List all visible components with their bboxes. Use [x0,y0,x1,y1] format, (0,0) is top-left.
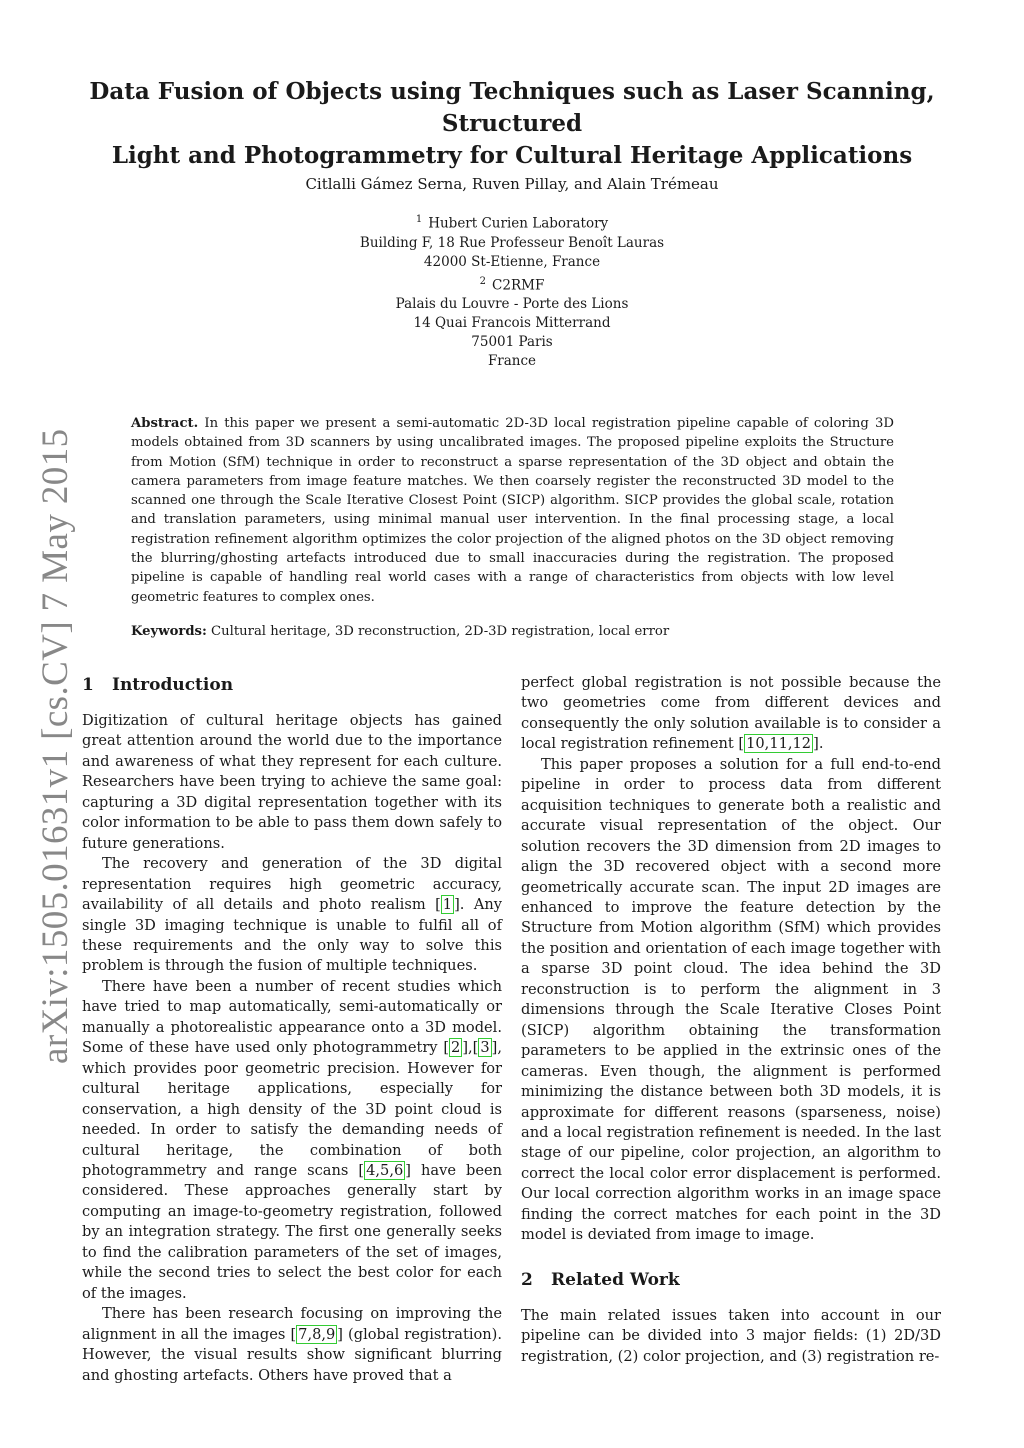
left-column [82,673,502,1386]
affiliation-text: Hubert Curien Laboratory [428,215,609,232]
arxiv-identifier-stamp: arXiv:1505.01631v1 [cs.CV] 7 May 2015 [35,428,76,1064]
title-line-1: Data Fusion of Objects using Techniques such as Laser Scanning, Structured [89,78,935,137]
citation-link[interactable]: 1 [442,896,453,914]
abstract [131,414,894,607]
section-heading-related-work [521,1268,941,1292]
affiliation-line [200,210,824,234]
affiliation-text: 75001 Paris [471,334,553,350]
paragraph: There has been research focusing on improving the alignment in all the images [ 7,8,9 ] (global registration). However, the visual results show significant blurring and ghosting artefacts. Others have proved that a [82,1305,503,1384]
paragraph: The main related issues taken into account in our pipeline can be divided into 3 major fields: (1) 2D/3D registration, (2) color projection, and (3) registration re- [521,1306,941,1365]
abstract-label: Abstract. [131,416,199,431]
affiliation-text: France [487,353,537,369]
affiliation-line [200,234,824,253]
affiliation-line [200,352,824,371]
affiliation-line [200,295,824,314]
affiliation-text: Palais du Louvre - Porte des Lions [395,296,629,312]
right-column [521,673,941,1367]
affiliation-text: C2RMF [492,277,545,293]
section-number: 1 [82,675,94,695]
affiliation-text: Building F, 18 Rue Professeur Benoît Lauras [359,234,665,251]
affiliation-text: 14 Quai Francois Mitterrand [413,315,611,331]
citation-link[interactable]: 10,11,12 [746,735,812,753]
section-heading-introduction [82,673,502,697]
paragraph: This paper proposes a solution for a full end-to-end pipeline in order to process data from different acquisition techniques to generate both a realistic and accurate visual representation of the object. Our solution recovers the 3D dimension from 2D images to align the 3D recovered object with a second more geometrically accurate scan. The input 2D images are enhanced to improve the feature detection by the Structure from Motion algorithm (SfM) which provides the position and orientation of each image together with a sparse 3D point cloud. The idea behind the 3D reconstruction is to perform the alignment in 3 dimensions through the Scale Iterative Closes Point (SICP) algorithm obtaining the transformation parameters to be applied in the extrinsic ones of the cameras. Even though, the alignment is performed minimizing the distance between both 3D models, it is approximate for different reasons (sparseness, noise) and a local registration refinement is needed. In the last stage of our pipeline, color projection, an algorithm to correct the local color error displacement is performed. Our local correction algorithm works in an image space finding the correct matches for each point in the 3D model is deviated from image to image. [521,755,941,1244]
authors: Citlalli Gámez Serna, Ruven Pillay, and Alain Trémeau [305,175,719,193]
keywords-label: Keywords: [131,624,207,639]
citation-link[interactable]: 4,5,6 [366,1161,404,1179]
section-number: 2 [521,1269,533,1290]
affiliation-line [200,314,824,333]
affiliation-marker: 1 [415,214,423,225]
affiliations [200,210,824,371]
affiliation-marker: 2 [479,275,487,287]
paragraph: Digitization of cultural heritage objects has gained great attention around the world due to the importance and awareness of what they represent for each culture. Researchers have been trying to achieve the same goal: capturing a 3D digital representation together with its color information to be able to pass them down safely to future generations. [82,712,502,852]
affiliation-line [200,333,824,352]
title-line-2: Light and Photogrammetry for Cultural Heritage Applications [111,142,913,169]
section-title: Introduction [112,675,234,695]
abstract-text: In this paper we present a semi-automatic 2D-3D local registration pipeline capable of coloring 3D models obtained from 3D scanners by using uncalibrated images. The proposed pipeline exploits the Structure from Motion (SfM) technique in order to reconstruct a sparse representation of the 3D object and obtain the camera parameters from image feature matches. We then coarsely register the reconstructed 3D model to the scanned one through the Scale Iterative Closest Point (SICP) algorithm. SICP provides the global scale, rotation and translation parameters, using minimal manual user intervention. In the final processing stage, a local registration refinement algorithm optimizes the color projection of the aligned photos on the 3D object removing the blurring/ghosting artefacts introduced due to small inaccuracies during the registration. The proposed pipeline is capable of handling real world cases with a range of characteristics from objects with low level geometric features to complex ones. [131,416,894,605]
keywords [131,622,894,641]
paragraph: There have been a number of recent studies which have tried to map automatically, semi-automatically or manually a photorealistic appearance onto a 3D model. Some of these have used only photogrammetry [ 2 ],[ 3 ], which provides poor geometric precision. However for cultural heritage applications, especially for conservation, a high density of the 3D point cloud is needed. In order to satisfy the demanding needs of cultural heritage, the combination of both photogrammetry and range scans [ 4,5,6 ] have been considered. These approaches generally start by computing an image-to-geometry registration, followed by an integration strategy. The first one generally seeks to find the calibration parameters of the set of images, while the second tries to select the best color for each of the images. [82,977,502,1302]
citation-link[interactable]: 7,8,9 [298,1325,336,1343]
paragraph: perfect global registration is not possible because the two geometries come from different devices and consequently the only solution available is to consider a local registration refinement [ 10,11,12 ]. [521,674,941,753]
citation-link[interactable]: 3 [480,1039,490,1057]
section-title: Related Work [551,1269,680,1290]
paragraph: The recovery and generation of the 3D digital representation requires high geometric accuracy, availability of all details and photo realism [ 1 ]. Any single 3D imaging technique is unable to fulfil all of these requirements and the only way to solve this problem is through the fusion of multiple techniques. [82,855,502,975]
citation-link[interactable]: 2 [451,1039,461,1057]
affiliation-text: 42000 St-Etienne, France [423,253,601,270]
paper-title [82,76,942,172]
affiliation-line [200,253,824,272]
affiliation-line [200,272,824,296]
keywords-text: Cultural heritage, 3D reconstruction, 2D-3D registration, local error [211,624,670,639]
